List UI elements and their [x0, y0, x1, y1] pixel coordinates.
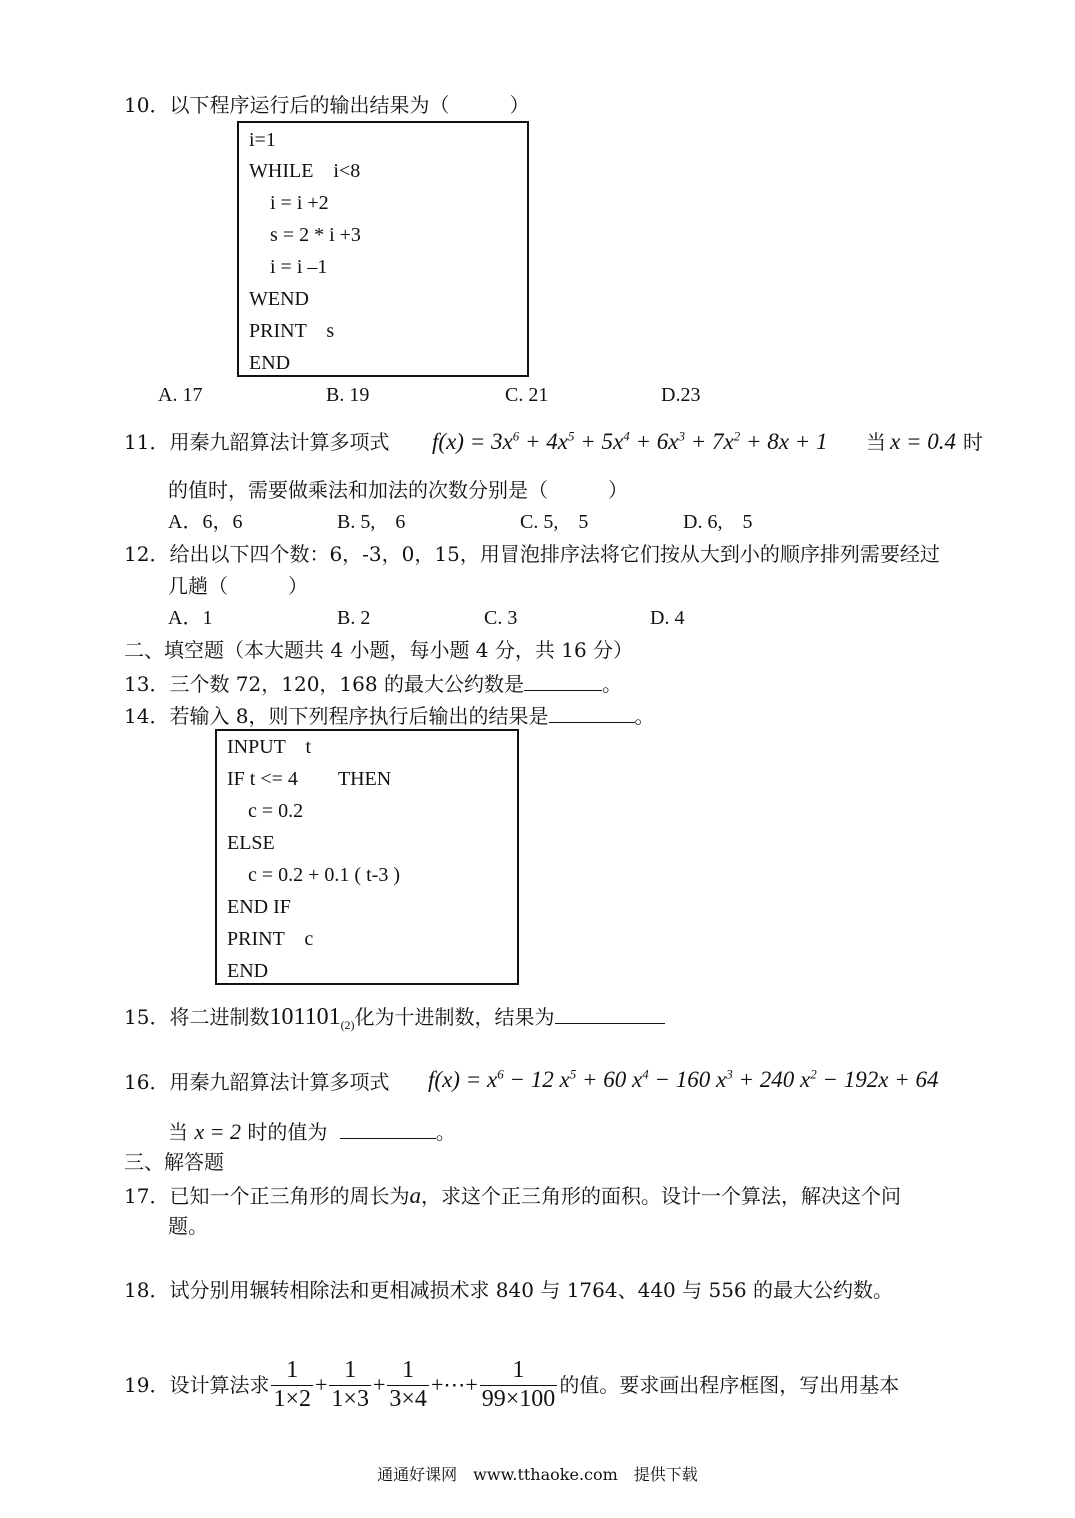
option-a: A. 17 — [158, 384, 203, 406]
question-17-line1 — [124, 1184, 901, 1207]
variable-a: a — [409, 1183, 421, 1208]
code-line: END IF — [227, 896, 291, 918]
polynomial: $f(x) = 3x^6 + 4x^5 + 5x^4 + 6x^3 + 7x^2 + 8x + 1$ — [432, 428, 828, 454]
plus-sign: + — [315, 1372, 328, 1397]
option-d: D. 4 — [650, 607, 685, 629]
question-18: 18．试分别用辗转相除法和更相减损术求 840 与 1764、440 与 556 的最大公约数。 — [124, 1278, 894, 1302]
option-b: B. 19 — [326, 384, 370, 406]
question-10-stem: 10．以下程序运行后的输出结果为（ ） — [124, 93, 530, 117]
question-15 — [124, 1004, 665, 1032]
question-11-line2: 的值时，需要做乘法和加法的次数分别是（ ） — [168, 478, 628, 502]
option-c: C. 21 — [505, 384, 549, 406]
denominator: 99×100 — [481, 1385, 556, 1412]
denominator: 1×3 — [331, 1385, 369, 1412]
question-15-suffix: 化为十进制数，结果为 — [354, 1005, 555, 1029]
question-13 — [124, 672, 622, 694]
code-line: WEND — [249, 288, 309, 310]
denominator: 3×4 — [389, 1385, 427, 1412]
numerator: 1 — [387, 1357, 429, 1386]
numerator: 1 — [271, 1357, 313, 1386]
question-14 — [124, 704, 655, 726]
question-17-text-b: ，求这个正三角形的面积。设计一个算法，解决这个问 — [420, 1184, 901, 1208]
fraction — [271, 1357, 313, 1413]
answer-blank — [524, 672, 602, 691]
code-line: s = 2 * i +3 — [260, 224, 361, 246]
question-11-stem: 11．用秦九韶算法计算多项式 — [124, 430, 390, 454]
code-line: PRINT c — [227, 928, 314, 950]
option-d: D. 6, 5 — [683, 511, 753, 533]
polynomial: $f(x) = x^6 - 12$ $x^5 + 60$ $x^4 - 160$ $x^3 + 240$ $x^2 - 192x + 64$ — [428, 1066, 939, 1092]
option-c: C. 3 — [484, 607, 518, 629]
question-16-stem: 16．用秦九韶算法计算多项式 — [124, 1070, 390, 1094]
question-19 — [124, 1355, 899, 1415]
answer-blank — [340, 1120, 436, 1139]
question-17-line2: 题。 — [168, 1214, 208, 1238]
option-a: A．1 — [168, 607, 213, 629]
code-line: c = 0.2 — [238, 800, 304, 822]
code-line: PRINT s — [249, 320, 335, 342]
code-line: END — [249, 352, 291, 374]
fraction — [387, 1357, 429, 1413]
question-11-suffix: 时 — [963, 430, 983, 454]
code-line: c = 0.2 + 0.1 ( t-3 ) — [238, 864, 400, 886]
question-13-end: 。 — [601, 672, 622, 696]
code-line: i = i –1 — [260, 256, 328, 278]
page-footer: 通通好课网 www.tthaoke.com 提供下载 — [377, 1465, 698, 1484]
code-line: INPUT t — [227, 736, 312, 758]
fraction — [329, 1357, 371, 1413]
ellipsis: +⋯+ — [430, 1372, 478, 1397]
question-15-prefix: 15．将二进制数 — [124, 1005, 270, 1029]
question-16-when: 当 — [168, 1120, 188, 1144]
denominator: 1×2 — [273, 1385, 311, 1412]
option-b: B. 2 — [337, 607, 371, 629]
option-c: C. 5, 5 — [520, 511, 589, 533]
question-19-suffix: 的值。要求画出程序框图，写出用基本 — [559, 1373, 900, 1397]
question-12-line1: 12．给出以下四个数：6，-3，0，15，用冒泡排序法将它们按从大到小的顺序排列需要经过 — [124, 542, 940, 566]
question-14-text: 14．若输入 8，则下列程序执行后输出的结果是 — [124, 704, 549, 728]
plus-sign: + — [372, 1372, 386, 1397]
fraction — [480, 1357, 558, 1413]
answer-blank — [549, 704, 635, 723]
numerator: 1 — [329, 1357, 371, 1386]
answer-blank — [555, 1005, 665, 1024]
code-line: i = i +2 — [260, 192, 329, 214]
question-19-prefix: 19．设计算法求 — [124, 1373, 270, 1397]
question-12-line2: 几趟（ ） — [168, 574, 308, 598]
question-17-text-a: 17．已知一个正三角形的周长为 — [124, 1184, 410, 1208]
code-line: i=1 — [249, 129, 276, 151]
question-16-value-of: 时的值为 — [247, 1120, 328, 1144]
question-16-end: 。 — [435, 1120, 456, 1144]
condition: x = 2 — [194, 1119, 241, 1144]
question-13-text: 13．三个数 72，120，168 的最大公约数是 — [124, 672, 524, 696]
section-heading: 三、解答题 — [124, 1150, 224, 1174]
option-a: A．6，6 — [168, 511, 243, 533]
question-11-mid: 当 — [866, 430, 886, 454]
binary-number: 101101 — [269, 1004, 341, 1030]
section-heading: 二、填空题（本大题共 4 小题，每小题 4 分，共 16 分） — [124, 638, 634, 662]
option-b: B. 5, 6 — [337, 511, 406, 533]
question-14-end: 。 — [634, 704, 655, 728]
numerator: 1 — [480, 1357, 558, 1386]
code-line: END — [227, 960, 269, 982]
code-line: ELSE — [227, 832, 275, 854]
base-subscript: (2) — [340, 1018, 355, 1032]
option-d: D.23 — [661, 384, 701, 406]
question-16-line2 — [168, 1120, 456, 1143]
condition: x = 0.4 — [890, 429, 956, 454]
code-line: WHILE i<8 — [249, 160, 361, 182]
code-line: IF t <= 4 THEN — [227, 768, 392, 790]
